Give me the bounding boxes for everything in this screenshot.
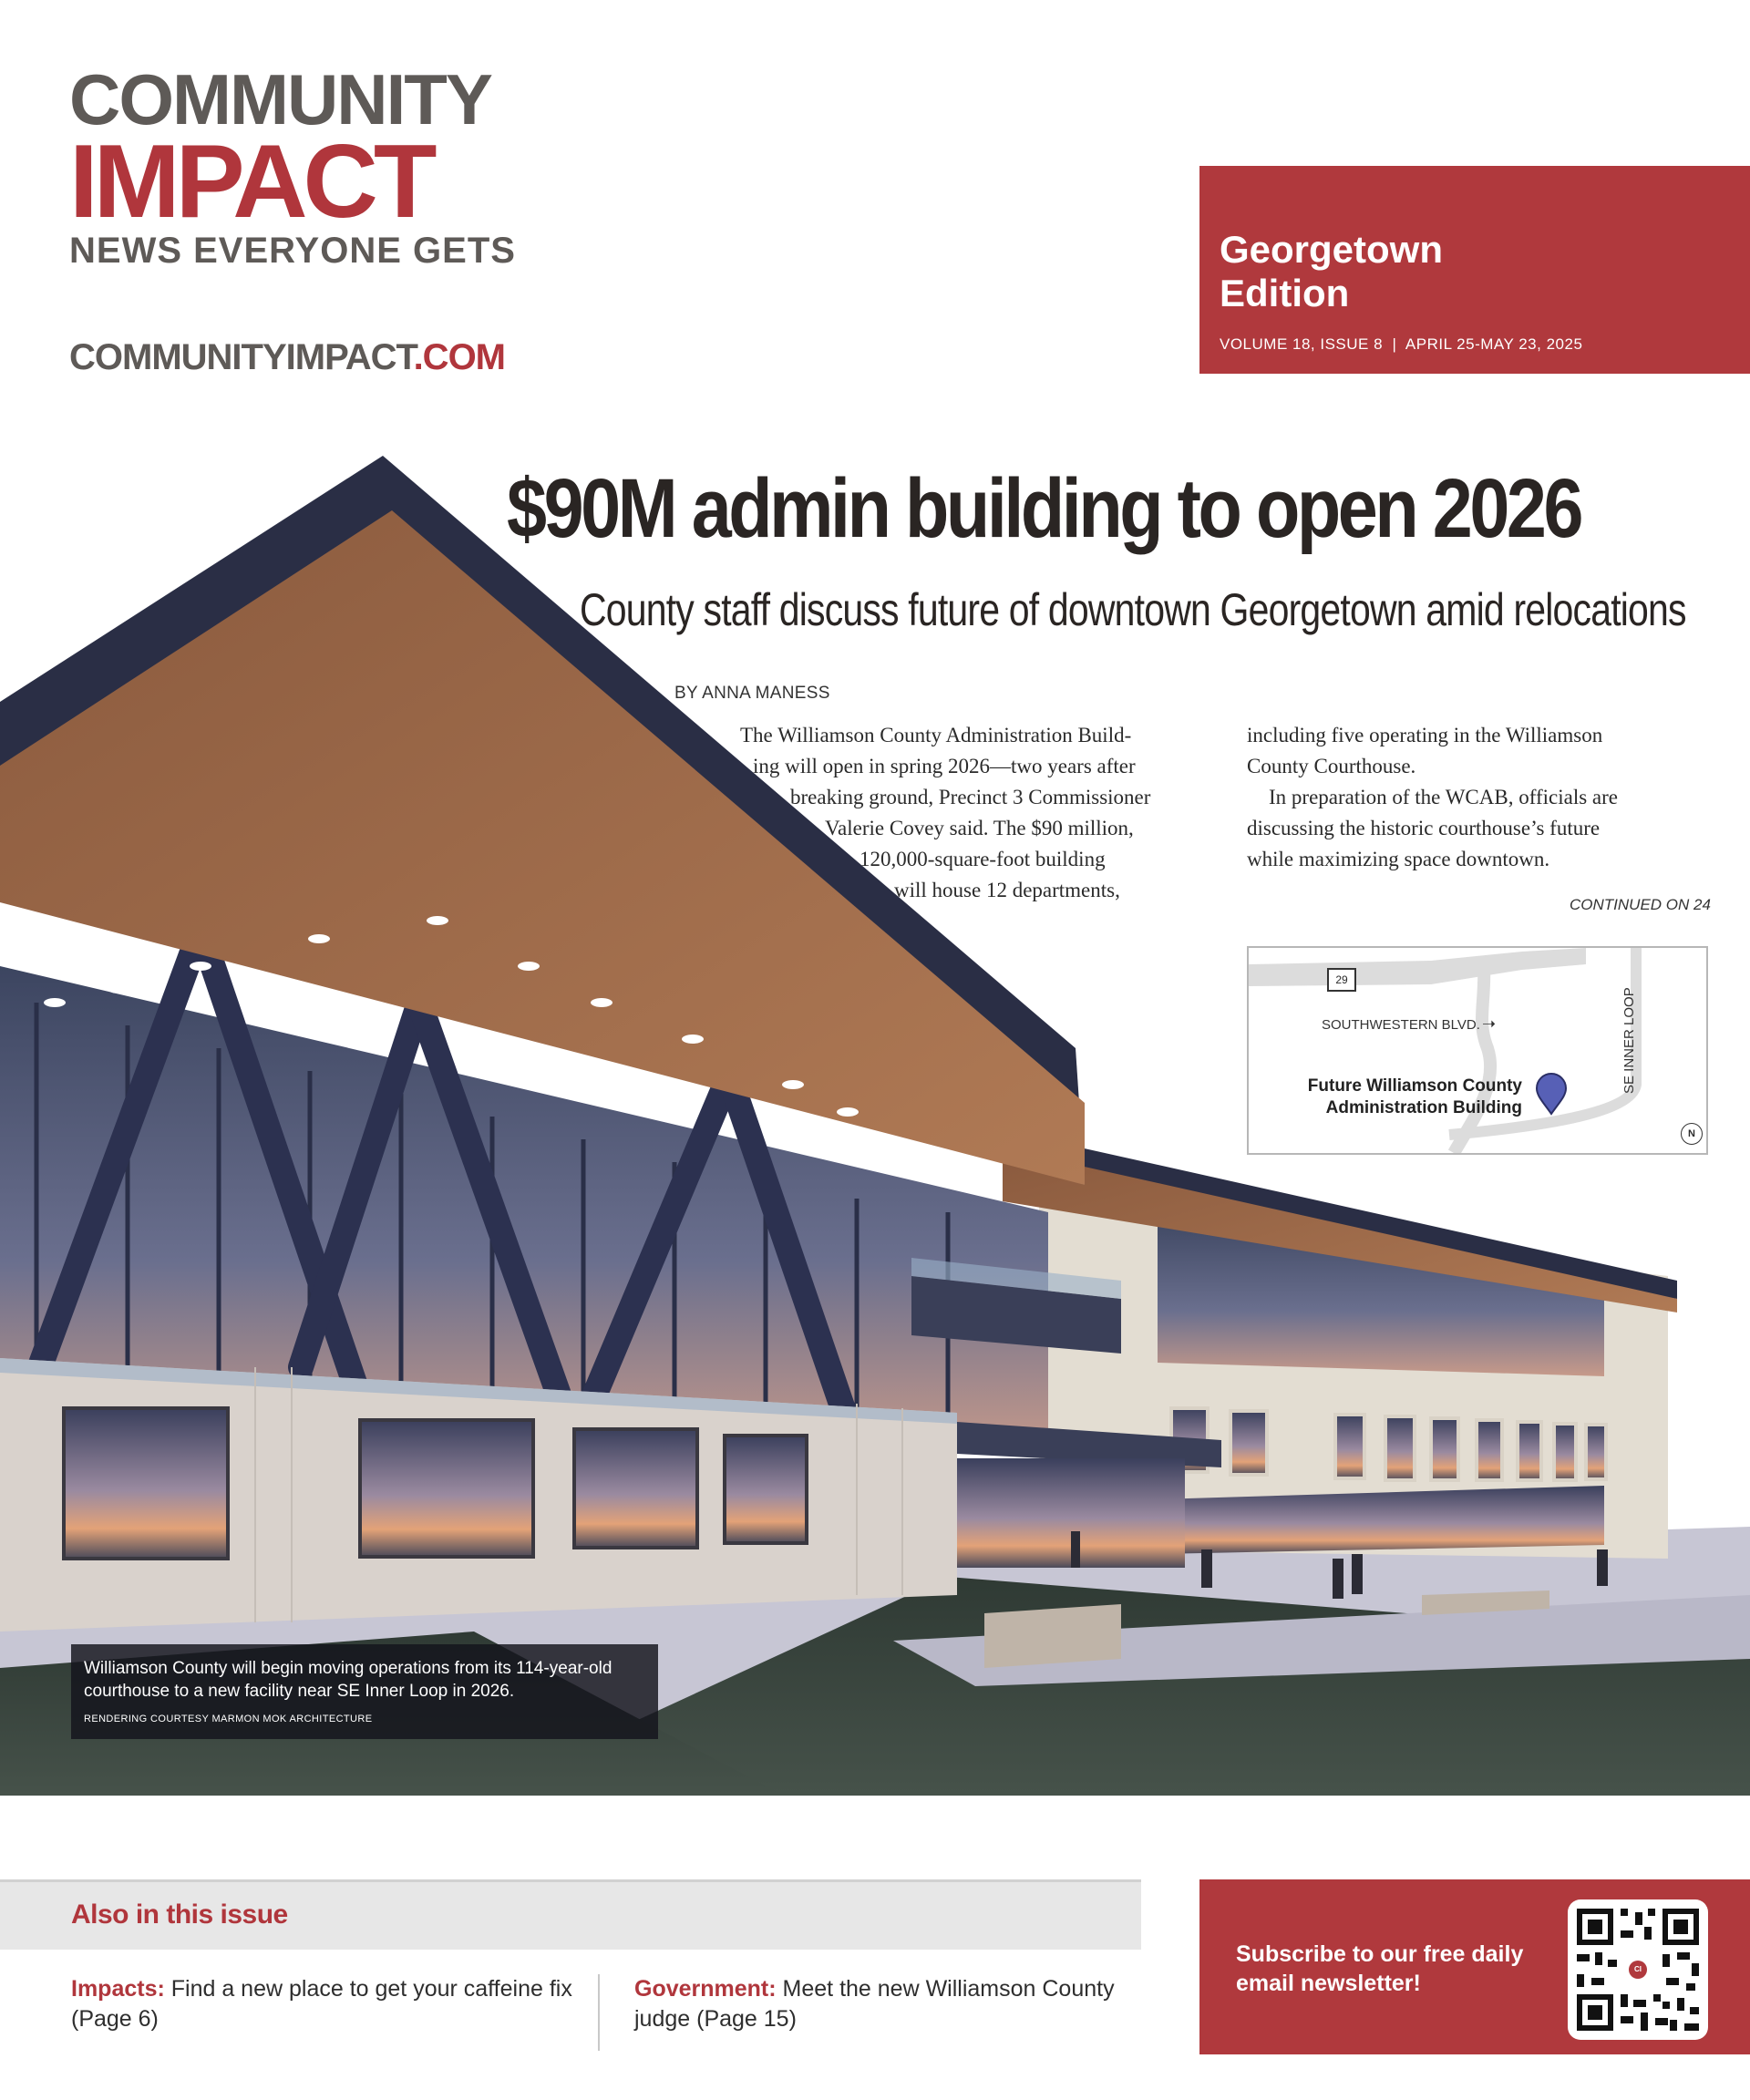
teaser-impacts[interactable] (71, 1974, 582, 2034)
teaser-text: Find a new place to get your caffeine fix (164, 1976, 572, 2002)
website-link[interactable] (69, 337, 505, 378)
also-title: Also in this issue (71, 1899, 288, 1930)
marker-title-line2: Administration Building (1325, 1098, 1522, 1117)
teaser-page: judge (Page 15) (634, 2006, 797, 2032)
byline: BY ANNA MANESS (674, 684, 830, 703)
col2-line: discussing the historic courthouse’s future (1247, 817, 1601, 839)
col1-line: will house 12 departments, (894, 879, 1120, 901)
community-impact-logo[interactable] (69, 59, 543, 272)
col2-line: County Courthouse. (1247, 755, 1416, 777)
subhead: County staff discuss future of downtown Georgetown amid relocations (580, 584, 1686, 635)
article-column-2 (1247, 720, 1721, 875)
marker-title (1267, 1076, 1522, 1119)
col2-line: while maximizing space downtown. (1247, 848, 1550, 870)
edition-title (1220, 228, 1443, 315)
qr-center-logo: CI (1634, 1965, 1642, 1973)
road-label: SOUTHWESTERN BLVD. (1322, 1017, 1480, 1033)
col1-line: The Williamson County Administration Build- (740, 724, 1132, 746)
teaser-divider (598, 1974, 600, 2051)
col1-line: ing will open in spring 2026—two years after (753, 755, 1136, 777)
arrow-right-icon: ➝ (1482, 1014, 1497, 1033)
locator-map (1247, 946, 1708, 1155)
north-arrow-icon: N (1681, 1123, 1703, 1145)
col1-line: Valerie Covey said. The $90 million, (825, 817, 1134, 839)
subscribe-box[interactable] (1199, 1879, 1750, 2054)
website-main: COMMUNITYIMPACT (69, 337, 414, 377)
headline: $90M admin building to open 2026 (507, 462, 1581, 555)
continued-jump[interactable]: CONTINUED ON 24 (1570, 896, 1711, 913)
loop-label: SE INNER LOOP (1621, 987, 1637, 1094)
subscribe-text: Subscribe to our free daily email newsletter! (1236, 1941, 1524, 1996)
website-tld: .COM (413, 337, 505, 377)
edition-meta: VOLUME 18, ISSUE 8 | APRIL 25-MAY 23, 2025 (1220, 335, 1583, 353)
qr-code-icon[interactable] (1568, 1899, 1708, 2040)
marker-title-line1: Future Williamson County (1307, 1076, 1522, 1096)
caption-text: Williamson County will begin moving operations from its 114-year-old courthouse to a new facility near SE Inner Loop in 2026. (84, 1659, 612, 1701)
edition-title-line1: Georgetown (1220, 228, 1444, 271)
teaser-text: Meet the new Williamson County (776, 1976, 1115, 2002)
teaser-government[interactable] (634, 1974, 1145, 2034)
col2-line: including five operating in the Williamson (1247, 724, 1603, 746)
map-roads (1249, 948, 1706, 1153)
photo-caption (71, 1644, 658, 1739)
teaser-label: Impacts: (71, 1976, 165, 2002)
col2-line: In preparation of the WCAB, officials are (1269, 786, 1618, 808)
location-pin-icon (1533, 1072, 1570, 1116)
photo-credit: RENDERING COURTESY MARMON MOK ARCHITECTURE (84, 1714, 373, 1724)
highway-shield: 29 (1327, 968, 1356, 992)
logo-impact: IMPACT (69, 124, 433, 240)
logo-community: COMMUNITY (69, 59, 491, 139)
also-in-this-issue-header (0, 1879, 1141, 1950)
col1-line: breaking ground, Precinct 3 Commissioner (790, 786, 1151, 808)
col1-line: 120,000-square-foot building (860, 848, 1106, 870)
edition-title-line2: Edition (1220, 272, 1350, 314)
teaser-label: Government: (634, 1976, 777, 2002)
edition-box (1199, 166, 1750, 374)
teaser-page: (Page 6) (71, 2006, 159, 2032)
logo-tagline: NEWS EVERYONE GETS (69, 231, 516, 271)
